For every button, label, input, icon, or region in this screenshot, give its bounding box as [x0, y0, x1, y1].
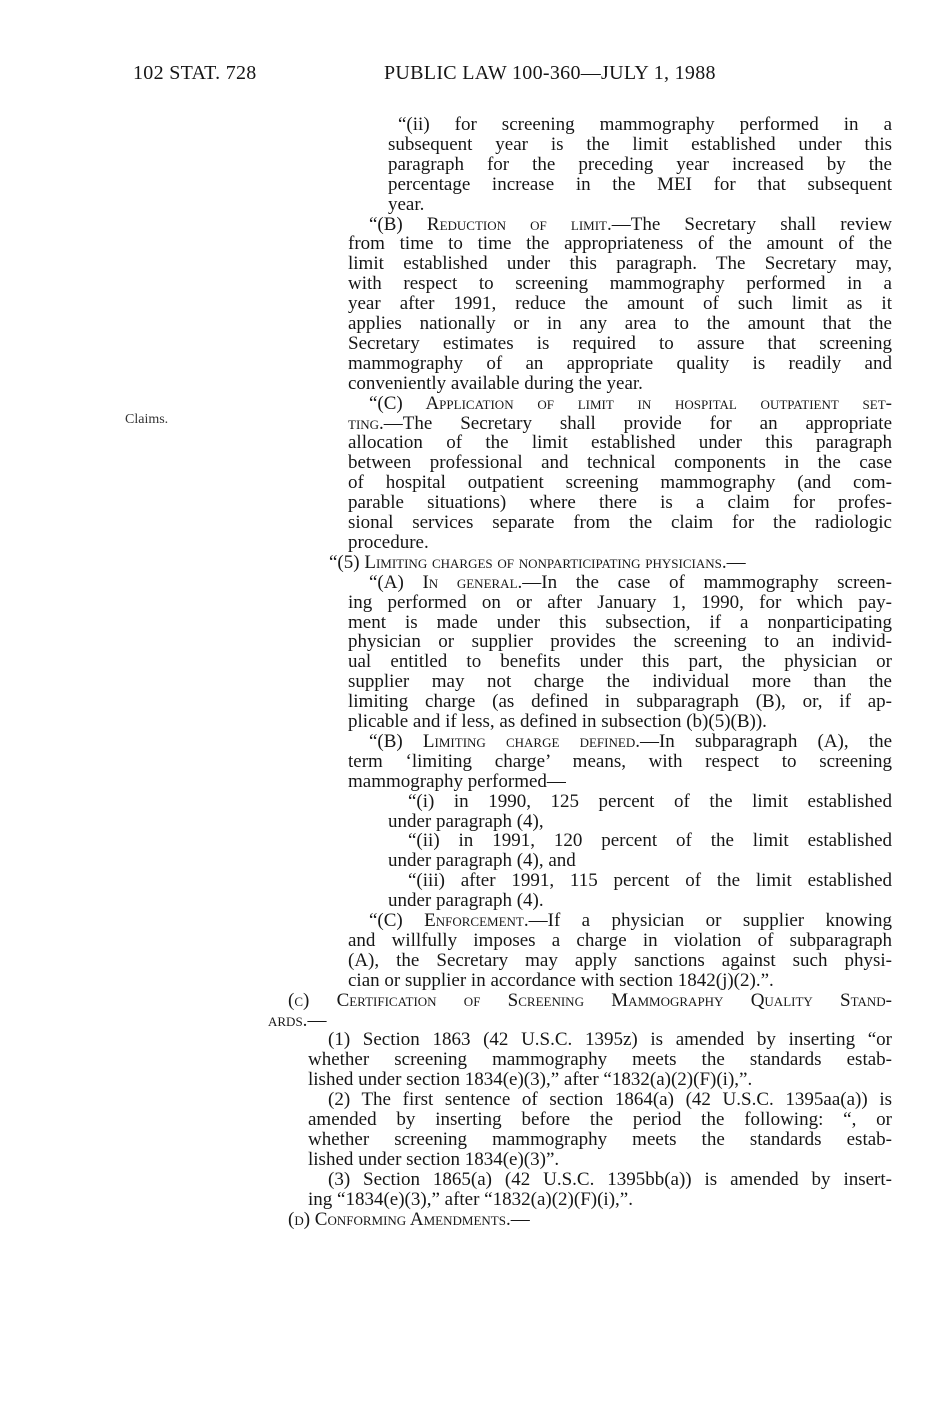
- text-line: [348, 254, 892, 274]
- text-line: [388, 195, 892, 215]
- line-text: year after 1991, reduce the amount of such limit as it: [348, 293, 892, 315]
- line-text: subsequent year is the limit established under this: [388, 133, 892, 155]
- text-line: [388, 891, 892, 911]
- text-line: [288, 991, 892, 1011]
- line-text: with respect to screening mammography performed in a: [348, 273, 892, 295]
- text-line: [328, 1090, 892, 1110]
- text-line: [329, 553, 892, 573]
- line-text: (1) Section 1863 (42 U.S.C. 1395z) is amended by inserting “or: [328, 1029, 892, 1051]
- line-text: “(i) in 1990, 125 percent of the limit established: [408, 790, 892, 812]
- section-heading: ting.: [348, 412, 384, 434]
- line-text: under paragraph (4), and: [388, 850, 576, 872]
- line-text: parable situations) where there is a claim for profes-: [348, 492, 892, 514]
- text-line: [308, 1070, 892, 1090]
- page-stat-reference: 102 STAT. 728: [133, 62, 257, 84]
- text-line: [348, 632, 892, 652]
- line-text: —: [307, 1009, 327, 1031]
- text-line: [408, 831, 892, 851]
- text-line: [348, 354, 892, 374]
- text-line: [348, 533, 892, 553]
- text-line: [348, 453, 892, 473]
- line-text: from time to time the appropriateness of the amount of the: [348, 233, 892, 255]
- text-line: [369, 911, 892, 931]
- text-line: [348, 294, 892, 314]
- line-text: lished under section 1834(e)(3)”.: [308, 1148, 560, 1170]
- line-text: year.: [388, 193, 425, 215]
- text-line: [369, 215, 892, 235]
- line-text: limit established under this paragraph. The Secretary may,: [348, 253, 892, 275]
- margin-note: Claims.: [125, 412, 169, 427]
- text-line: [308, 1190, 892, 1210]
- text-line: [348, 672, 892, 692]
- text-line: [348, 931, 892, 951]
- text-line: [348, 593, 892, 613]
- line-text: —If a physician or supplier knowing: [528, 910, 892, 931]
- text-line: [369, 732, 892, 752]
- text-line: [348, 374, 892, 394]
- running-head-law-title: PUBLIC LAW 100-360—JULY 1, 1988: [384, 62, 716, 84]
- text-line: [348, 513, 892, 533]
- line-text: amended by inserting before the period the following: “, or: [308, 1109, 892, 1130]
- line-text: ing performed on or after January 1, 1990, for which pay-: [348, 591, 892, 613]
- text-line: [328, 1170, 892, 1190]
- line-text: “(iii) after 1991, 115 percent of the limit established: [408, 870, 892, 892]
- line-text: whether screening mammography meets the standards estab-: [308, 1128, 892, 1150]
- text-line: [348, 414, 892, 434]
- line-text: applies nationally or in any area to the amount that the: [348, 313, 892, 334]
- line-text: conveniently available during the year.: [348, 372, 643, 394]
- line-text: between professional and technical components in the case: [348, 452, 892, 474]
- text-line: [369, 573, 892, 593]
- text-line: [348, 613, 892, 633]
- line-text: mammography of an appropriate quality is readily and: [348, 352, 892, 374]
- line-text: whether screening mammography meets the standards estab-: [308, 1049, 892, 1071]
- line-text: lished under section 1834(e)(3),” after “1832(a)(2)(F)(i),”.: [308, 1069, 753, 1091]
- text-line: [348, 314, 892, 334]
- line-text: “(ii) in 1991, 120 percent of the limit established: [408, 830, 892, 852]
- text-line: [348, 772, 892, 792]
- text-line: [388, 135, 892, 155]
- line-text: cian or supplier in accordance with section 1842(j)(2).”.: [348, 969, 774, 991]
- text-line: [348, 234, 892, 254]
- text-line: [348, 971, 892, 991]
- line-text: supplier may not charge the individual more than the: [348, 671, 892, 693]
- text-line: [408, 792, 892, 812]
- text-line: [328, 1030, 892, 1050]
- text-line: [388, 175, 892, 195]
- text-line: [348, 274, 892, 294]
- text-line: [288, 1210, 892, 1230]
- text-line: [348, 951, 892, 971]
- text-line: [348, 334, 892, 354]
- line-text: plicable and if less, as defined in subsection (b)(5)(B)).: [348, 711, 767, 732]
- line-text: under paragraph (4).: [388, 890, 544, 912]
- line-text: mammography performed—: [348, 770, 566, 792]
- line-text: of hospital outpatient screening mammography (and com-: [348, 472, 892, 494]
- text-line: [308, 1050, 892, 1070]
- line-text: limiting charge (as defined in subparagraph (B), or, if ap-: [348, 691, 892, 713]
- line-text: and willfully imposes a charge in violation of subparagraph: [348, 929, 892, 951]
- text-line: [348, 493, 892, 513]
- text-line: [388, 812, 892, 832]
- section-heading: (d) Conforming Amendments.: [288, 1208, 511, 1230]
- section-heading: “(5) Limiting charges of nonparticipating physicians.: [329, 551, 727, 573]
- text-line: [348, 473, 892, 493]
- section-heading: ards.: [268, 1009, 308, 1031]
- line-text: under paragraph (4),: [388, 810, 544, 832]
- line-text: —: [726, 551, 746, 573]
- section-heading: “(B) Limiting charge defined.: [369, 730, 640, 752]
- line-text: —The Secretary shall review: [611, 213, 892, 235]
- text-line: [388, 851, 892, 871]
- text-line: [348, 692, 892, 712]
- text-line: [348, 712, 892, 732]
- section-heading: “(C) Application of limit in hospital outpatient set-: [369, 392, 892, 414]
- text-line: [369, 394, 892, 414]
- text-line: [308, 1130, 892, 1150]
- text-line: [348, 652, 892, 672]
- line-text: (A), the Secretary may apply sanctions against such physi-: [348, 949, 892, 971]
- line-text: paragraph for the preceding year increased by the: [388, 153, 892, 175]
- line-text: —In the case of mammography screen-: [522, 571, 893, 593]
- line-text: sional services separate from the claim for the radiologic: [348, 512, 892, 533]
- text-line: [308, 1150, 892, 1170]
- text-line: [398, 115, 892, 135]
- text-line: [268, 1011, 892, 1031]
- line-text: ment is made under this subsection, if a nonparticipating: [348, 611, 892, 633]
- line-text: “(ii) for screening mammography performed in a: [398, 114, 892, 135]
- line-text: physician or supplier provides the screening to an individ-: [348, 631, 892, 653]
- line-text: procedure.: [348, 531, 429, 553]
- section-heading: (c) Certification of Screening Mammography Quality Stand-: [288, 989, 892, 1011]
- text-line: [348, 752, 892, 772]
- section-heading: “(B) Reduction of limit.: [369, 213, 612, 235]
- line-text: —: [510, 1208, 530, 1230]
- line-text: term ‘limiting charge’ means, with respect to screening: [348, 750, 892, 772]
- section-heading: “(C) Enforcement.: [369, 910, 529, 931]
- text-line: [388, 155, 892, 175]
- line-text: allocation of the limit established under this paragraph: [348, 432, 892, 454]
- line-text: percentage increase in the MEI for that subsequent: [388, 173, 892, 195]
- text-line: [408, 871, 892, 891]
- section-heading: “(A) In general.: [369, 571, 523, 593]
- line-text: ual entitled to benefits under this part, the physician or: [348, 651, 892, 673]
- line-text: (2) The first sentence of section 1864(a) (42 U.S.C. 1395aa(a)) is: [328, 1089, 892, 1111]
- line-text: Secretary estimates is required to assure that screening: [348, 332, 892, 354]
- text-line: [348, 433, 892, 453]
- line-text: —In subparagraph (A), the: [639, 730, 893, 752]
- line-text: ing “1834(e)(3),” after “1832(a)(2)(F)(i),”.: [308, 1188, 633, 1210]
- text-line: [308, 1110, 892, 1130]
- line-text: (3) Section 1865(a) (42 U.S.C. 1395bb(a)) is amended by insert-: [328, 1168, 892, 1190]
- line-text: —The Secretary shall provide for an appropriate: [383, 412, 892, 434]
